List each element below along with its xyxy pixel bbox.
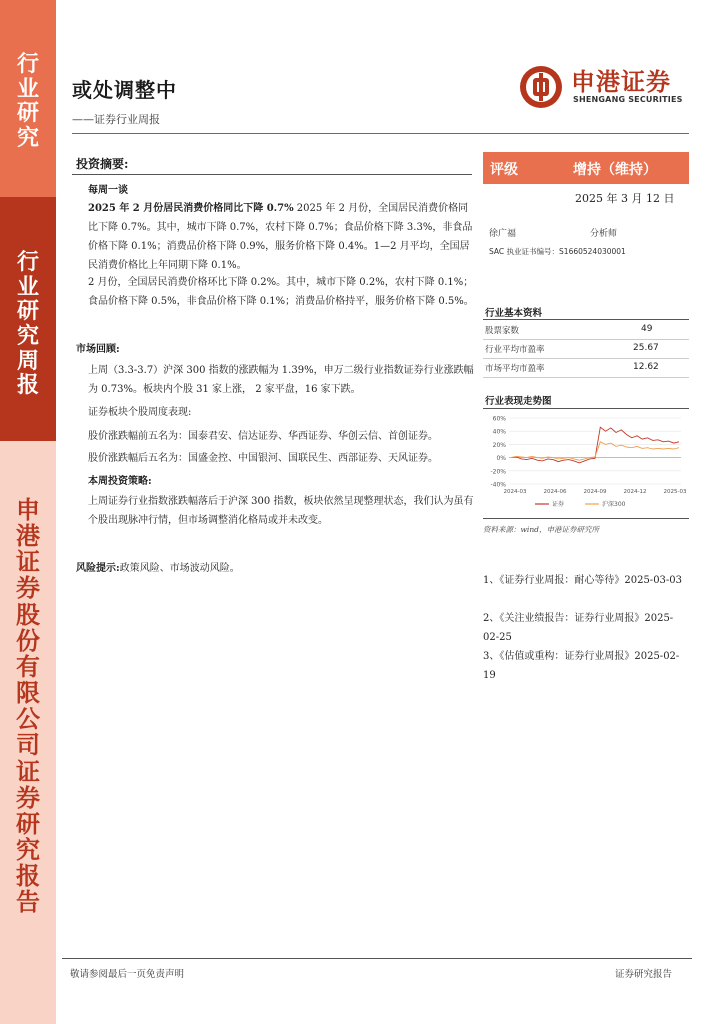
- sidebar-char: 港: [16, 521, 40, 551]
- footer-divider: [62, 958, 692, 959]
- sidebar-label-weekly: [0, 250, 56, 398]
- footer-disclaimer: 敬请参阅最后一页免责声明: [70, 969, 185, 980]
- industry-info-heading: 行业基本资料: [485, 308, 543, 319]
- sidebar-char: 研: [16, 808, 40, 838]
- chart-y-tick-label: 0%: [496, 455, 506, 463]
- sac-line: [489, 246, 626, 257]
- paragraph-market-review: 上周（3.3-3.7）沪深 300 指数的涨跌幅为 1.39%，申万二级行业指数证券行业涨跌幅为 0.73%。板块内个股 31 家上涨， 2 家平盘，16 家下跌。: [88, 365, 474, 395]
- sidebar-char: 申: [16, 495, 40, 524]
- sidebar-char: 究: [16, 322, 39, 349]
- summary-heading: 投资摘要:: [76, 157, 129, 171]
- rating-label: 评级: [490, 162, 518, 178]
- sidebar-char: 周: [16, 347, 39, 374]
- sac-label: SAC 执业证书编号：: [489, 247, 560, 256]
- industry-info-divider: [483, 319, 689, 320]
- sidebar-char: 研: [16, 100, 39, 127]
- chart-legend-label: 证券: [552, 501, 565, 508]
- report-date: 2025 年 3 月 12 日: [575, 192, 675, 205]
- analyst-name: 徐广福: [489, 229, 517, 239]
- sidebar-char: 有: [16, 651, 40, 681]
- paragraph-bottom-five: 股价涨跌幅后五名为：国盛金控、中国银河、国联民生、西部证券、天风证券。: [88, 453, 438, 464]
- report-subtitle: ——证券行业周报: [72, 113, 160, 126]
- reference-item: 2、《关注业绩报告：证券行业周报》2025-02-25: [483, 613, 674, 643]
- sidebar-char: 告: [16, 887, 40, 917]
- sidebar-char: 报: [16, 861, 40, 891]
- sidebar-char: 研: [16, 298, 39, 325]
- chart-y-tick-label: -20%: [490, 468, 506, 476]
- chart-x-tick-label: 2024-03: [503, 489, 527, 495]
- paragraph-cpi-mom: 2 月份，全国居民消费价格环比下降 0.2%。其中，城市下降 0.2%，农村下降 0.1%；食品价格下降 0.5%，非食品价格下降 0.1%；消费品价格持平，服务价格下降 0.5%。: [88, 277, 474, 307]
- info-value: 49: [641, 324, 653, 334]
- analyst-role: 分析师: [590, 229, 618, 239]
- sidebar-char: 行: [16, 249, 39, 275]
- market-review-heading: 市场回顾:: [76, 344, 120, 355]
- strategy-heading: 本周投资策略:: [88, 476, 152, 487]
- sidebar-char: 究: [16, 835, 40, 865]
- info-value: 25.67: [633, 343, 659, 353]
- logo-name-en: SHENGANG SECURITIES: [573, 95, 683, 104]
- risk-text: 政策风险、市场波动风险。: [119, 563, 240, 574]
- chart-x-tick-label: 2024-06: [543, 489, 567, 495]
- info-row-stock-count: [483, 321, 689, 340]
- chart-title: 行业表现走势图: [485, 396, 552, 407]
- logo-name-cn: 申港证券: [571, 68, 671, 96]
- sidebar-char: 公: [16, 704, 40, 734]
- chart-x-tick-label: 2024-12: [623, 489, 647, 495]
- sidebar-char: 限: [16, 678, 40, 708]
- sidebar-char: 业: [16, 273, 39, 300]
- company-logo-icon: [519, 65, 563, 109]
- paragraph-cpi-yoy-body: 2025 年 2 月份，全国居民消费价格同比下降 0.7%。其中，城市下降 0.7%，农村下降 0.7%；食品价格下降 3.3%，非食品价格下降 0.1%；消费品价格下降 0.9%，服务价格下降 0.4%。1—2 月平均，全国居民消费价格比上年同期下降 0.1%。: [88, 203, 473, 271]
- risk-line: [76, 559, 240, 574]
- sidebar-char: 股: [16, 599, 40, 629]
- chart-y-tick-label: 60%: [492, 415, 506, 423]
- reference-item: 3、《估值或重构：证券行业周报》2025-02-19: [483, 651, 680, 681]
- sidebar-char: 证: [16, 547, 40, 577]
- risk-heading: 风险提示:: [76, 563, 120, 574]
- rating-value: 增持（维持）: [573, 162, 657, 178]
- paragraph-cpi-yoy: [88, 199, 476, 275]
- paragraph-sector-performance: 证券板块个股周度表现:: [88, 407, 192, 418]
- chart-bottom-divider: [483, 518, 689, 519]
- reference-item: 1、《证券行业周报：耐心等待》2025-03-03: [483, 575, 683, 586]
- report-title: 或处调整中: [72, 78, 177, 102]
- header-divider: [72, 133, 689, 134]
- sidebar-char: 券: [16, 573, 40, 603]
- info-row-market-pe: [483, 359, 689, 378]
- sidebar-char: 究: [16, 124, 39, 151]
- footer-report-type: 证券研究报告: [615, 969, 673, 980]
- chart-source: 资料来源：wind，申港证券研究所: [483, 525, 599, 534]
- paragraph-cpi-yoy-lead: 2025 年 2 月份居民消费价格同比下降 0.7%: [88, 203, 294, 214]
- summary-divider: [72, 174, 472, 175]
- info-label: 市场平均市盈率: [485, 364, 545, 374]
- sidebar-char: 司: [16, 730, 40, 760]
- chart-legend-label: 沪深300: [602, 501, 626, 508]
- chart-y-tick-label: -40%: [490, 481, 506, 489]
- sidebar-label-research: [0, 52, 56, 151]
- sidebar-char: 份: [16, 625, 40, 655]
- paragraph-top-five: 股价涨跌幅前五名为：国泰君安、信达证券、华西证券、华创云信、首创证券。: [88, 431, 438, 442]
- weekly-heading: 每周一谈: [88, 185, 128, 196]
- sidebar-char: 券: [16, 782, 40, 812]
- info-row-industry-pe: [483, 340, 689, 359]
- sidebar-char: 业: [16, 75, 39, 102]
- sidebar-label-company: [0, 497, 56, 916]
- info-label: 股票家数: [485, 326, 520, 336]
- chart-y-tick-label: 20%: [492, 441, 506, 449]
- info-label: 行业平均市盈率: [485, 345, 545, 355]
- paragraph-strategy: 上周证券行业指数涨跌幅落后于沪深 300 指数，板块依然呈现整理状态，我们认为虽有个股出现脉冲行情，但市场调整消化格局或并未改变。: [88, 496, 474, 526]
- info-value: 12.62: [633, 362, 659, 372]
- sidebar-char: 报: [16, 372, 39, 399]
- chart-x-tick-label: 2024-09: [583, 489, 607, 495]
- chart-x-tick-label: 2025-03: [663, 489, 687, 495]
- sac-number: S1660524030001: [559, 247, 626, 256]
- sidebar-char: 证: [16, 756, 40, 786]
- chart-y-tick-label: 40%: [492, 428, 506, 436]
- sidebar-char: 行: [16, 51, 39, 77]
- performance-chart: [483, 412, 689, 512]
- chart-divider: [483, 408, 689, 409]
